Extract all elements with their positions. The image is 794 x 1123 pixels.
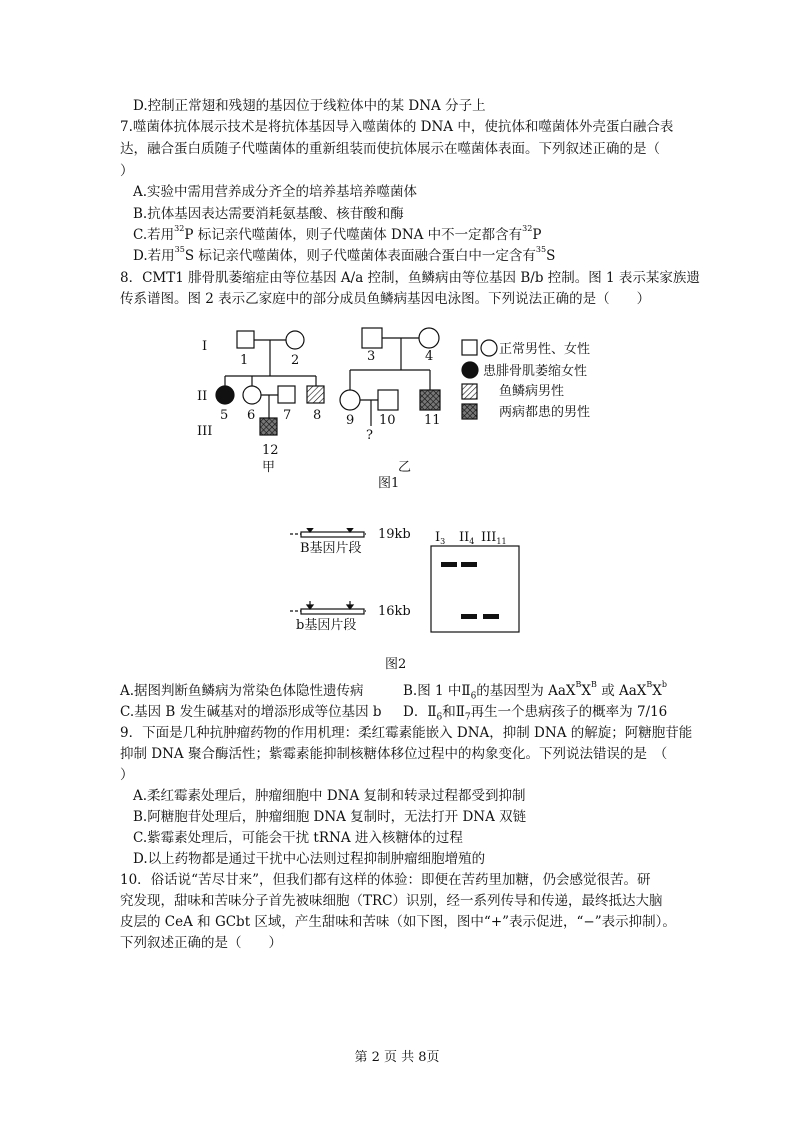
legend-ichthyosis-symbol (462, 384, 477, 399)
q9-option-d: D.以上药物都是通过干扰中心法则过程抑制肿瘤细胞增殖的 (133, 851, 486, 867)
figure-2-caption: 图2 (385, 657, 407, 672)
legend-affected-female-label: 患腓骨肌萎缩女性 (483, 364, 588, 379)
gel-box (431, 546, 519, 632)
q7-stem-line3: ） (120, 163, 134, 179)
q8-stem-line2: 传系谱图。图 2 表示乙家庭中的部分成员鱼鳞病基因电泳图。下列说法正确的是（ ） (120, 291, 651, 307)
lane-3-label: $III_{11}$ (481, 530, 507, 546)
legend-ichthyosis-label: 鱼鳞病男性 (499, 384, 565, 399)
q7-stem-line2: 达，融合蛋白质随子代噬菌体的重新组装而使抗体展示在噬菌体表面。下列叙述正确的是（ (120, 141, 660, 157)
q10-stem-line3: 皮层的 CeA 和 GCbt 区域，产生甜味和苦味（如下图，图中“+”表示促进，“−”表示抑制）。 (120, 914, 676, 930)
individual-2-female (286, 331, 304, 349)
size-19kb-label: 19kb (378, 528, 411, 542)
individual-6-female (243, 386, 261, 404)
label-4: 4 (425, 349, 434, 364)
label-5: 5 (220, 408, 229, 423)
q8-option-a: A.据图判断鱼鳞病为常染色体隐性遗传病 (120, 683, 364, 699)
label-12: 12 (262, 443, 279, 458)
q7-option-d: D.若用$^{35}$S 标记亲代噬菌体，则子代噬菌体表面融合蛋白中一定含有$^{35}$S (133, 245, 556, 264)
label-11: 11 (424, 413, 441, 428)
individual-5-affected-female (216, 386, 234, 404)
q8-option-c: C.基因 B 发生碱基对的增添形成等位基因 b (120, 704, 382, 720)
size-16kb-label: 16kb (378, 604, 411, 619)
label-10: 10 (379, 413, 396, 428)
legend-affected-female-symbol (462, 362, 478, 378)
lane-2-label: $II_4$ (459, 530, 475, 546)
generation-label-1: I (202, 339, 208, 354)
generation-label-2: II (197, 389, 208, 404)
q9-option-a: A.柔红霉素处理后，肿瘤细胞中 DNA 复制和转录过程都受到抑制 (133, 788, 526, 804)
family-a-label: 甲 (262, 460, 276, 475)
individual-10-male (378, 390, 398, 410)
q10-stem-line4: 下列叙述正确的是（ ） (120, 935, 282, 951)
page-footer: 第 2 页 共 8页 (354, 1050, 440, 1065)
label-2: 2 (291, 353, 300, 368)
q9-option-b: B.阿糖胞苷处理后，肿瘤细胞 DNA 复制时，无法打开 DNA 双链 (133, 809, 527, 825)
individual-7-male (278, 386, 295, 403)
q7-option-c: C.若用$^{32}$P 标记亲代噬菌体，则子代噬菌体 DNA 中不一定都含有$^{32}$P (133, 224, 542, 243)
q8-option-b: B.图 1 中$Ⅱ_6$的基因型为 $AaX^BX^B$ 或 $AaX^BX^b$ (403, 680, 668, 702)
family-b-label: 乙 (398, 460, 412, 475)
b-big-fragment-bar (301, 532, 364, 537)
band-lane3-16kb (483, 614, 499, 619)
individual-11-both-diseases-male (420, 390, 440, 410)
individual-1-male (237, 331, 254, 348)
q9-stem-line3: ） (120, 767, 134, 783)
unknown-child-label: ? (366, 428, 373, 443)
label-1: 1 (240, 353, 249, 368)
individual-12-both-diseases-male (260, 418, 277, 435)
q7-option-b: B.抗体基因表达需要消耗氨基酸、核苷酸和酶 (133, 206, 404, 222)
legend-male-symbol (462, 340, 477, 355)
lane-1-label: $I_3$ (435, 530, 446, 546)
legend-both-label: 两病都患的男性 (499, 405, 591, 420)
generation-label-3: III (197, 424, 213, 439)
q10-stem-line1: 10．俗话说“苦尽甘来”，但我们都有这样的体验：即便在苦药里加糖，仍会感觉很苦。研 (120, 872, 651, 888)
q10-stem-line2: 究发现，甜味和苦味分子首先被味细胞（TRC）识别，经一系列传导和传递，最终抵达大脑 (120, 893, 663, 909)
q7-option-a: A.实验中需用营养成分齐全的培养基培养噬菌体 (133, 184, 418, 200)
pedigree-figure (190, 322, 630, 497)
individual-8-ichthyosis-male (307, 386, 324, 403)
band-lane1-19kb (441, 562, 457, 567)
legend-both-symbol (462, 404, 477, 419)
legend-normal-label: 正常男性、女性 (499, 342, 591, 357)
electrophoresis-figure (290, 528, 520, 674)
label-3: 3 (367, 349, 376, 364)
q7-stem-line1: 7.噬菌体抗体展示技术是将抗体基因导入噬菌体的 DNA 中，使抗体和噬菌体外壳蛋白融合表 (120, 119, 674, 135)
b-small-fragment-label: b基因片段 (296, 618, 357, 633)
label-7: 7 (283, 408, 292, 423)
label-8: 8 (313, 408, 322, 423)
q9-stem-line2: 抑制 DNA 聚合酶活性；紫霉素能抑制核糖体移位过程中的构象变化。下列说法错误的是 （ (120, 746, 668, 762)
label-9: 9 (346, 413, 355, 428)
individual-9-female (340, 390, 360, 410)
q9-stem-line1: 9．下面是几种抗肿瘤药物的作用机理：柔红霉素能嵌入 DNA，抑制 DNA 的解旋；阿糖胞苷能 (120, 725, 693, 741)
q8-option-d: D．$Ⅱ_6$和$Ⅱ_7$再生一个患病孩子的概率为 7/16 (403, 704, 668, 723)
q8-stem-line1: 8．CMT1 腓骨肌萎缩症由等位基因 A/a 控制，鱼鳞病由等位基因 B/b 控制。图 1 表示某家族遗 (120, 270, 700, 286)
band-lane2-19kb (461, 562, 477, 567)
individual-4-female (419, 328, 439, 348)
b-big-fragment-label: B基因片段 (300, 541, 362, 556)
band-lane2-16kb (461, 614, 477, 619)
legend-female-symbol (481, 340, 497, 356)
q9-option-c: C.紫霉素处理后，可能会干扰 tRNA 进入核糖体的过程 (133, 830, 463, 846)
q6-option-d: D.控制正常翅和残翅的基因位于线粒体中的某 DNA 分子上 (133, 98, 486, 114)
label-6: 6 (247, 408, 256, 423)
b-small-fragment-bar (301, 609, 364, 614)
individual-3-male (362, 328, 382, 348)
figure-1-caption: 图1 (378, 476, 400, 491)
